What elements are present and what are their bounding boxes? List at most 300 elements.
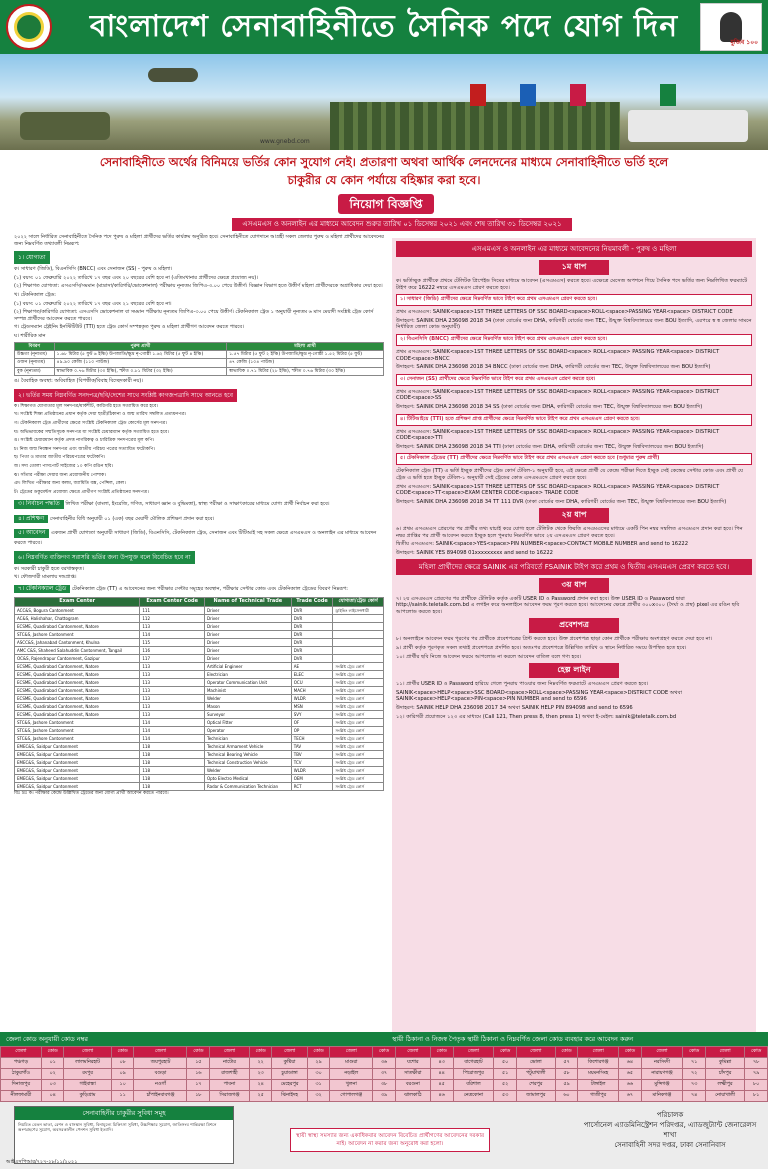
table-cell bbox=[333, 614, 384, 622]
admit-text-3: ১০। প্রার্থীর ছবি নিজে আবেদন ফরমে আপলোড না করলে আবেদন বাতিল বলে গণ্য হবে। bbox=[396, 653, 582, 660]
table-header: জেলা bbox=[705, 1047, 744, 1058]
table-cell: 118 bbox=[140, 758, 205, 766]
table-cell: নীলফামারী bbox=[1, 1091, 42, 1102]
benefits-text: নিয়মিত বেতন ভাতা, রেশন ও বাসস্থান সুবিধা, বিনামূল্যে চিকিৎসা সুবিধা, উচ্চশিক্ষার সুযোগ, জাতিসংঘ শান্তিরক্ষা মিশনে অংশগ্রহণের সুযোগ, অবসরকালীন পেনশন সুবিধা ইত্যাদি। bbox=[18, 1122, 217, 1133]
section-technical-trade: ৭। টেকনিক্যাল ট্রেড bbox=[14, 585, 70, 594]
helicopter-image bbox=[148, 68, 198, 82]
table-cell: ঝিনাইদহ bbox=[272, 1091, 307, 1102]
table-cell: ২৩ bbox=[249, 1069, 272, 1080]
warning-notice bbox=[0, 150, 768, 190]
table-row bbox=[15, 758, 384, 766]
health-note: স্থায়ী স্বাস্থ্য সমস্যার জন্য একাধিকবার আবেদন বিবেচিত প্রার্থীগণের আবেদনের দরকার নাই। আবেদন না করার জন্য অনুরোধ করা হলো। bbox=[290, 1128, 490, 1152]
table-cell: জয়পুরহাট bbox=[134, 1058, 187, 1069]
flag-icon bbox=[570, 84, 586, 106]
table-cell: ৫৭ bbox=[555, 1058, 578, 1069]
table-row bbox=[15, 726, 384, 734]
tti-format: প্রথম এসএমএস: SAINIK<space>1ST THREE LETTERS OF SSC BOARD<space> ROLL<space> PASSING YEAR<space> DISTRICT CODE<space>TTI bbox=[396, 428, 720, 442]
table-cell: Optical Fitter bbox=[204, 718, 291, 726]
documents-list bbox=[14, 404, 384, 497]
table-cell: ০৩ bbox=[41, 1080, 64, 1091]
table-header: কোড bbox=[619, 1047, 642, 1058]
table-cell: 111 bbox=[140, 606, 205, 614]
table-cell: চাঁদপুর bbox=[705, 1069, 744, 1080]
table-cell: DVR bbox=[291, 630, 333, 638]
table-cell: কুমিল্লা bbox=[705, 1058, 744, 1069]
physical-standard-label: ঘ। শারীরিক মান bbox=[14, 332, 46, 339]
table-cell: ECSME, Quadirabad Cantonment, Natore bbox=[15, 694, 140, 702]
table-header: বিবরণ bbox=[15, 342, 55, 350]
marital-status: ঙ। বৈবাহিক অবস্থা: অবিবাহিত (বিপত্নীক/বিবাহ বিচ্ছেদকারী নয়)। bbox=[14, 378, 144, 385]
table-header: যোগ্যতা/ট্রেড কোর্স bbox=[333, 598, 384, 606]
table-cell: 118 bbox=[140, 782, 205, 790]
table-cell: ১৭ bbox=[187, 1080, 210, 1091]
table-cell bbox=[333, 630, 384, 638]
qual-general-age: (১) বয়স: ০১ ফেব্রুয়ারি ২০২২ তারিখে ১৭ বছর এবং ২০ বছরের বেশি হবে না (এতিমখানার প্রার্থীদের ক্ষেত্রে প্রযোজ্য নয়)। bbox=[14, 274, 259, 281]
table-cell: ওজন (নূন্যতম) bbox=[15, 359, 55, 367]
table-row bbox=[15, 702, 384, 710]
flag-icon bbox=[520, 84, 536, 106]
step-3-label: ৩য় ধাপ bbox=[539, 578, 609, 593]
table-cell: SVY bbox=[291, 710, 333, 718]
table-cell: চাঁপাইনবাবগঞ্জ bbox=[134, 1091, 187, 1102]
table-cell: ৪৯.৯০ কেজি (১১০ পাউন্ড) bbox=[54, 359, 226, 367]
table-cell: EMEC&S, Saidpur Cantonment bbox=[15, 782, 140, 790]
table-cell: নোয়াখালী bbox=[705, 1091, 744, 1102]
table-cell: পটুয়াখালী bbox=[516, 1069, 555, 1080]
ss-format: প্রথম এসএমএস: SAINIK<space>1ST THREE LETTERS OF SSC BOARD<space> ROLL<space> PASSING YEAR<space> DISTRICT CODE<space>SS bbox=[396, 388, 720, 402]
table-cell: দিনাজপুর bbox=[1, 1080, 42, 1091]
table-cell: কুড়িগ্রাম bbox=[64, 1091, 111, 1102]
table-row bbox=[15, 662, 384, 670]
table-cell: সংশ্লিষ্ট ট্রেড কোর্স bbox=[333, 758, 384, 766]
table-cell bbox=[333, 638, 384, 646]
table-cell: Technical Armament Vehicle bbox=[204, 742, 291, 750]
table-cell: ঝালকাঠি bbox=[395, 1091, 430, 1102]
table-row bbox=[1, 1091, 768, 1102]
table-cell: ৩২ bbox=[307, 1091, 330, 1102]
table-cell: AE bbox=[291, 662, 333, 670]
admit-text-2: ৯। প্রার্থী কর্তৃক পূরণকৃত সকল তথ্যই প্রবেশপত্রে প্রদর্শিত হবে। অতঃপর প্রবেশপত্রে উল্লিখিত তারিখ ও স্থানে নির্ধারিত সময়ে উপস্থিত হতে হবে। bbox=[396, 645, 687, 652]
tank-image bbox=[20, 112, 110, 140]
table-row bbox=[15, 606, 384, 614]
table-cell: গোপালগঞ্জ bbox=[330, 1091, 373, 1102]
table-header: জেলা bbox=[453, 1047, 494, 1058]
step-1-label: ১ম ধাপ bbox=[539, 260, 609, 275]
table-cell: ECSME, Quadirabad Cantonment, Natore bbox=[15, 662, 140, 670]
table-header: মহিলা প্রার্থী bbox=[227, 342, 384, 350]
table-cell: সংশ্লিষ্ট ট্রেড কোর্স bbox=[333, 702, 384, 710]
table-cell: সংশ্লিষ্ট ট্রেড কোর্স bbox=[333, 718, 384, 726]
gd-format: প্রথম এসএমএস: SAINIK<space>1ST THREE LETTERS OF SSC BOARD<space>ROLL<space>PASSING YEAR<space> DISTRICT CODE bbox=[396, 309, 733, 316]
table-header: জেলা bbox=[330, 1047, 373, 1058]
table-cell: STC&S, Jashore Cantonment bbox=[15, 718, 140, 726]
table-cell: ৩৮ bbox=[373, 1080, 396, 1091]
table-cell: OEM bbox=[291, 774, 333, 782]
table-cell: OCU bbox=[291, 678, 333, 686]
table-header: Trade Code bbox=[291, 598, 333, 606]
ss-instruction: ৩। সেনাজন (SS) প্রার্থীদের ক্ষেত্রে নিম্নবর্ণিত ভাবে টাইপ করে প্রথম এসএমএস প্রেরণ করতে হবে। bbox=[396, 374, 752, 386]
table-cell: OP bbox=[291, 726, 333, 734]
table-cell: ৭২ bbox=[683, 1069, 706, 1080]
table-cell: নড়াইল bbox=[330, 1069, 373, 1080]
benefits-box bbox=[14, 1106, 234, 1164]
table-cell: ECSME, Quadirabad Cantonment, Natore bbox=[15, 686, 140, 694]
table-cell: ১৫ bbox=[187, 1058, 210, 1069]
table-cell: ১.৬৮ মিটার (৫ ফুট ৬ ইঞ্চি) উপজাতি/ক্ষুদ্র নৃ-গোষ্ঠী ১.৬২ মিটার (৫ ফুট ৪ ইঞ্চি) bbox=[54, 350, 226, 358]
table-row bbox=[1, 1058, 768, 1069]
helpline-extra: ১২। কারিগরী প্রয়োজনে ১২৩ এর মাধ্যমে (Call 121, Then press 8, then press 1) অথবা ই-মেইল: sainik@teletalk.com.bd bbox=[396, 713, 677, 720]
table-row bbox=[15, 766, 384, 774]
section-training: ৪। প্রশিক্ষণ bbox=[14, 515, 48, 524]
table-header: জেলা bbox=[210, 1047, 250, 1058]
table-cell: ৮০ bbox=[745, 1080, 768, 1091]
table-cell: ৮১ bbox=[745, 1091, 768, 1102]
list-item: ক। শিক্ষাগত যোগ্যতার মূল সনদপত্র/মার্কশীট, কারিগরি হতে সত্যায়িত করে হবে। bbox=[14, 403, 158, 409]
table-cell: সংশ্লিষ্ট ট্রেড কোর্স bbox=[333, 726, 384, 734]
table-cell: Driver bbox=[204, 614, 291, 622]
table-cell: MACH bbox=[291, 686, 333, 694]
table-cell: STC&S, Jashore Cantonment bbox=[15, 734, 140, 742]
table-row bbox=[15, 742, 384, 750]
table-row bbox=[15, 367, 384, 375]
table-cell: ৬০ bbox=[555, 1091, 578, 1102]
table-cell: লালমনিরহাট bbox=[64, 1058, 111, 1069]
table-cell: ৫২ bbox=[494, 1080, 517, 1091]
table-cell: ৭৩ bbox=[683, 1080, 706, 1091]
table-cell: DVR bbox=[291, 614, 333, 622]
table-header: জেলা bbox=[516, 1047, 555, 1058]
step2-format: দ্বিতীয় এসএমএস: SAINIK<space>YES<space>PIN NUMBER<space>CONTACT MOBILE NUMBER and send to 16222 bbox=[396, 541, 688, 548]
table-cell: Operator bbox=[204, 726, 291, 734]
table-header: জেলা bbox=[134, 1047, 187, 1058]
table-cell: Technical Bearing Vehicle bbox=[204, 750, 291, 758]
table-cell: সংশ্লিষ্ট ট্রেড কোর্স bbox=[333, 766, 384, 774]
soldiers-image bbox=[330, 102, 620, 150]
table-cell: ECSME, Quadirabad Cantonment, Natore bbox=[15, 702, 140, 710]
table-cell: ৩৬ bbox=[373, 1058, 396, 1069]
table-cell: 118 bbox=[140, 742, 205, 750]
step-2-label: ২য় ধাপ bbox=[539, 508, 609, 523]
table-cell: 113 bbox=[140, 686, 205, 694]
table-cell bbox=[333, 654, 384, 662]
table-cell bbox=[333, 622, 384, 630]
table-header: জেলা bbox=[395, 1047, 430, 1058]
table-cell: ০৯ bbox=[111, 1069, 134, 1080]
tti-example: উদাহরণ: SAINIK DHA 236098 2018 34 TTI (ঢাকা বোর্ডের জন্য DHA, কারিগরী বোর্ডের জন্য TEC, উন্মুক্ত বিশ্ববিদ্যালয়ের জন্য BOU ইত্যাদি) bbox=[396, 443, 704, 450]
army-logo-icon bbox=[6, 4, 52, 50]
table-header: কোড bbox=[430, 1047, 453, 1058]
table-cell: EMEC&S, Saidpur Cantonment bbox=[15, 758, 140, 766]
table-cell: ৭৮ bbox=[745, 1058, 768, 1069]
table-header: জেলা bbox=[272, 1047, 307, 1058]
table-cell: Artificial Engineer bbox=[204, 662, 291, 670]
table-cell: বাগেরহাট bbox=[453, 1058, 494, 1069]
table-cell: লক্ষ্মীপুর bbox=[705, 1080, 744, 1091]
tt-intro: টেকনিক্যাল ট্রেড (TT) এ ভর্তি ইচ্ছুক প্রার্থীদের ট্রেড কোর্স টেবিল-১ অনুযায়ী হবে, এই ক্ষেত্রে প্রার্থী যে কেন্দ্রে পরীক্ষা দিতে ইচ্ছুক সেই কেন্দ্রের সেন্টার কোড এবং প্রার্থী যে ট্রেড এ ভর্তি হতে ইচ্ছুক টেবিল-১ অনুযায়ী সেই ট্রেডের কোড এসএমএসে প্রেরণ করতে হবে। bbox=[396, 468, 744, 481]
table-cell: রংপুর bbox=[64, 1069, 111, 1080]
table-cell: Welder bbox=[204, 694, 291, 702]
table-cell: নরসিংদী bbox=[641, 1058, 683, 1069]
warning-line-2: চাকুরীর যে কোন পর্যায়ে বহিষ্কার করা হবে। bbox=[287, 173, 481, 187]
right-column bbox=[392, 238, 756, 1032]
tti-instruction: ৪। টিটিআইয়ে (TTI) হতে প্রশিক্ষণ প্রাপ্ত প্রার্থীদের ক্ষেত্রে নিম্নবর্ণিত ভাবে টাইপ করে প্রথম এসএমএস প্রেরণ করতে হবে। bbox=[396, 414, 752, 426]
table-cell: ৪৬ bbox=[430, 1091, 453, 1102]
table-row bbox=[1, 1069, 768, 1080]
table-header: কোড bbox=[41, 1047, 64, 1058]
table-header: Name of Technical Trade bbox=[204, 598, 291, 606]
technical-trade-text: টেকনিক্যাল ট্রেড (TT) এ আবেদনের জন্য পরীক্ষার সেন্টার সমূহের অবস্থান, পরীক্ষার সেন্টার কোড এবং টেকনিক্যাল ট্রেডের বিবরণ নিম্নরূপ: bbox=[71, 585, 348, 592]
ineligible-b: খ। ফৌজদারী মামলায় দন্ডপ্রাপ্ত। bbox=[14, 574, 77, 581]
table-cell: ECSME, Quadirabad Cantonment, Natore bbox=[15, 710, 140, 718]
exam-note: বিঃ দ্রঃ ক। পরীক্ষার কেন্দ্রে উল্লিখিত ট্রেডের জন্য যোগ্য প্রার্থী আবেদন করতে পারবে। bbox=[14, 790, 169, 796]
table-header: জেলা bbox=[64, 1047, 111, 1058]
table-cell: WLDR bbox=[291, 766, 333, 774]
table-cell: নারায়ণগঞ্জ bbox=[641, 1069, 683, 1080]
table-cell: ঠাকুরগাঁও bbox=[1, 1069, 42, 1080]
table-cell: ৬৫ bbox=[619, 1069, 642, 1080]
table-row bbox=[15, 646, 384, 654]
helpline-format: SAINIK<space>HELP<space>SSC BOARD<space>ROLL<space>PASSING YEAR<space>DISTRICT CODE অথবা SAINIK<space>HELP<space>PIN<space>PIN NUMBER and send to 6596 bbox=[396, 689, 683, 703]
application-text: একজন প্রার্থী যোগ্যতা অনুযায়ী সাধারণ (জিডি), বিএনসিসি, টেকনিক্যাল ট্রেড, সেনাজন এবং টিটিআই সহ সকল ক্ষেত্রে এসএমএস ও অনলাইন এর মাধ্যমে আবেদন করতে পারবে। bbox=[14, 530, 377, 547]
issuer-title: পরিচালক bbox=[656, 1111, 684, 1119]
strip-left: জেলা কোড অনুযায়ী কোড নম্বর bbox=[6, 1035, 88, 1043]
table-cell: DVR bbox=[291, 622, 333, 630]
table-cell: Driver bbox=[204, 638, 291, 646]
list-item: গ। টেকনিক্যাল ট্রেড প্রার্থীদের ক্ষেত্রে সংশ্লিষ্ট টেকনিক্যাল ট্রেড কোর্সের মূল সনদপত্র। bbox=[14, 420, 167, 426]
list-item: ঝ। সাঁতার পরীক্ষা দেয়ার জন্য প্রয়োজনীয় পোশাক। bbox=[14, 472, 106, 478]
table-cell: ১.৫৭ মিটার (৫ ফুট ২ ইঞ্চি) উপজাতি/ক্ষুদ্র নৃ-গোষ্ঠী ১.৫২ মিটার (৫ ফুট) bbox=[227, 350, 384, 358]
table-cell: ৭৯ bbox=[745, 1069, 768, 1080]
notice-title: নিয়োগ বিজ্ঞপ্তি bbox=[338, 194, 434, 214]
table-cell: Surveyor bbox=[204, 710, 291, 718]
table-cell: বরগুনা bbox=[395, 1080, 430, 1091]
table-cell: ১১ bbox=[111, 1091, 134, 1102]
table-cell: AC&S, Halishahar, Chattogram bbox=[15, 614, 140, 622]
table-header: Exam Center Code bbox=[140, 598, 205, 606]
warning-line-1: সেনাবাহিনীতে অর্থের বিনিময়ে ভর্তির কোন সুযোগ নেই। প্রতারণা অথবা আর্থিক লেনদেনের মাধ্যমে সেনাবাহিনীতে ভর্তি হলে bbox=[99, 155, 669, 169]
list-item: খ। সংশ্লিষ্ট শিক্ষা প্রতিষ্ঠানের প্রধান কর্তৃক দেয়া ছাত্রী/ঠিকানা ও জন্ম তারিখ সম্বলিত প্রত্যয়নপত্র। bbox=[14, 412, 187, 418]
table-cell: মেহেরপুর bbox=[272, 1080, 307, 1091]
table-cell: 114 bbox=[140, 630, 205, 638]
table-cell: Driver bbox=[204, 622, 291, 630]
table-cell: সংশ্লিষ্ট ট্রেড কোর্স bbox=[333, 734, 384, 742]
table-cell: EMEC&S, Saidpur Cantonment bbox=[15, 750, 140, 758]
table-cell: 113 bbox=[140, 678, 205, 686]
step1-intro: ক। ভর্তিচ্ছুক প্রার্থীকে প্রথমে টেলিটক প্রিপেইড সিমের মাধ্যমে আবেদন (এসএমএস) করতে হবে। এক্ষেত্রে মেসেজ অপশনে গিয়ে সৈনিক পদে ভর্তির জন্য নিম্নলিখিত ফরম্যাটে টাইপ করে 16222 নম্বরে এসএমএস প্রেরণ করতে হবে। bbox=[396, 278, 748, 291]
table-cell: স্বাভাবিক ০.৭৬ মিটার (৩০ ইঞ্চি), স্ফীত ০.৮১ মিটার (৩২ ইঞ্চি) bbox=[54, 367, 226, 375]
gd-example: উদাহরণ: SAINIK DHA 236098 2018 34 (ঢাকা বোর্ডের জন্য DHA, কারিগরী বোর্ডের জন্য TEC, উন্মুক্ত বিশ্ববিদ্যালয়ের জন্য BOU ইত্যাদি, এরপরে স্ব স্ব জেলার সামনে নির্ধারিত জেলা কোড অনুযায়ী) bbox=[396, 317, 752, 331]
table-cell: গাইবান্ধা bbox=[64, 1080, 111, 1091]
table-row bbox=[15, 630, 384, 638]
table-cell: মাগুরা bbox=[330, 1058, 373, 1069]
tt-example: উদাহরণ: SAINIK DHA 236098 2018 34 TT 111 DVR (ঢাকা বোর্ডের জন্য DHA, কারিগরী বোর্ডের জন্য TEC, উন্মুক্ত বিশ্ববিদ্যালয়ের জন্য BOU ইত্যাদি) bbox=[396, 498, 727, 505]
table-header: কোড bbox=[249, 1047, 272, 1058]
table-cell: Driver bbox=[204, 630, 291, 638]
table-cell: পিরোজপুর bbox=[453, 1069, 494, 1080]
table-cell: ৩৯ bbox=[373, 1091, 396, 1102]
table-cell: পাবনা bbox=[210, 1080, 250, 1091]
list-item: ঙ। সংশ্লিষ্ট চেয়ারম্যান কর্তৃক প্রদত্ত নাগরিকত্ব ও চারিত্রিক সনদপত্রের মূল কপি। bbox=[14, 438, 155, 444]
table-header: কোড bbox=[683, 1047, 706, 1058]
table-cell: 114 bbox=[140, 718, 205, 726]
table-cell: MSN bbox=[291, 702, 333, 710]
table-cell: TECH bbox=[291, 734, 333, 742]
table-cell: DVR bbox=[291, 646, 333, 654]
table-cell: Driver bbox=[204, 646, 291, 654]
table-cell: সংশ্লিষ্ট ট্রেড কোর্স bbox=[333, 742, 384, 750]
table-cell: 118 bbox=[140, 774, 205, 782]
section-documents: ২। ভর্তির সময় নিম্নবর্ণিত সনদপত্র/ছবি/দেশের সাথে সংশ্লিষ্ট কাগজপত্রাদি সাথে আনতে হবে bbox=[14, 389, 237, 402]
table-cell: ২৯ bbox=[307, 1058, 330, 1069]
table-cell: WLDR bbox=[291, 694, 333, 702]
table-header: কোড bbox=[307, 1047, 330, 1058]
table-cell: যশোর bbox=[395, 1058, 430, 1069]
table-cell: Operator Communication Unit bbox=[204, 678, 291, 686]
table-row bbox=[15, 670, 384, 678]
tt-instruction: ৫। টেকনিক্যাল ট্রেডের (TT) প্রার্থীদের ক্ষেত্রে নিম্নবর্ণিত ভাবে টাইপ করে প্রথম এসএমএস প্রেরণ করতে হবে (শুধুমাত্র পুরুষ প্রার্থী) bbox=[396, 453, 752, 465]
page-title: বাংলাদেশ সেনাবাহিনীতে সৈনিক পদে যোগ দিন bbox=[89, 8, 679, 44]
table-cell: DVR bbox=[291, 654, 333, 662]
table-cell: সংশ্লিষ্ট ট্রেড কোর্স bbox=[333, 670, 384, 678]
table-cell: ৪৫ bbox=[430, 1080, 453, 1091]
table-header: কোড bbox=[555, 1047, 578, 1058]
list-item: ঞ। লিখিত পরীক্ষার জন্য কলম, জ্যামিতি বক্স, পেন্সিল, কেল। bbox=[14, 481, 126, 487]
qual-technical-education: (২) শিক্ষাগত/কারিগরি যোগ্যতা: এসএসসি ভোকেশনাল বা সমমান পরীক্ষায় নূন্যতম জিপিএ-৩.০০ পেয়ে উত্তীর্ণ। টেকনিক্যাল ট্রেড ১ অনুযায়ী নূন্যতম ৬ মাস মেয়াদী সংশ্লিষ্ট ট্রেড কোর্স সম্পন্ন প্রার্থীদের আবেদন করতে পারবে। bbox=[14, 309, 374, 322]
table-header: জেলা bbox=[1, 1047, 42, 1058]
publication-ref: আইএসপিআর/৭২৭-২৮/১১/২০২১ bbox=[6, 1159, 78, 1165]
table-cell: নওগাঁ bbox=[134, 1080, 187, 1091]
table-cell: TAV bbox=[291, 742, 333, 750]
portrait-tag: মুজিব ১০০ bbox=[730, 39, 758, 46]
table-cell: 112 bbox=[140, 614, 205, 622]
table-cell: সংশ্লিষ্ট ট্রেড কোর্স bbox=[333, 662, 384, 670]
flag-icon bbox=[470, 84, 486, 106]
table-header: কোড bbox=[745, 1047, 768, 1058]
qual-technical-age: (১) বয়স: ০১ ফেব্রুয়ারি ২০২২ তারিখে ১৭ বছর এবং ২১ বছরের বেশি হবে না। bbox=[14, 300, 172, 307]
table-cell: সংশ্লিষ্ট ট্রেড কোর্স bbox=[333, 774, 384, 782]
physical-standard-table bbox=[14, 342, 384, 377]
table-cell: ২৫ bbox=[249, 1091, 272, 1102]
table-cell: ৫১ bbox=[494, 1069, 517, 1080]
table-cell: ৭৪ bbox=[683, 1091, 706, 1102]
table-cell: ACC&S, Bogura Cantonment bbox=[15, 606, 140, 614]
gd-instruction: ১। সাধারণ (জিডি) প্রার্থীদের ক্ষেত্রে নিম্নবর্ণিত ভাবে টাইপ করে প্রথম এসএমএস প্রেরণ করতে হবে। bbox=[396, 294, 752, 306]
table-row bbox=[15, 678, 384, 686]
table-cell: Opto Electro Medical bbox=[204, 774, 291, 782]
table-row bbox=[15, 694, 384, 702]
table-cell: ২৪ bbox=[249, 1080, 272, 1091]
table-row bbox=[15, 686, 384, 694]
ss-example: উদাহরণ: SAINIK DHA 236098 2018 34 SS (ঢাকা বোর্ডের জন্য DHA, কারিগরী বোর্ডের জন্য TEC, উন্মুক্ত বিশ্ববিদ্যালয়ের জন্য BOU ইত্যাদি) bbox=[396, 403, 703, 410]
table-header: Exam Center bbox=[15, 598, 140, 606]
table-cell: সংশ্লিষ্ট ট্রেড কোর্স bbox=[333, 782, 384, 790]
table-cell: 113 bbox=[140, 694, 205, 702]
qual-general-education: (২) শিক্ষাগত যোগ্যতা: এসএসসি/সমমান (মাদ্রাসা/কারিগরি/ভোকেশনাল) পরীক্ষায় নূন্যতম জিপিএ-৩.০০ পেয়ে উত্তীর্ণ। বিজ্ঞান বিভাগ হতে উত্তীর্ণ মহিলা প্রার্থীদেরকে অগ্রাধিকার দেয়া হবে। bbox=[14, 283, 383, 290]
table-cell: বগুড়া bbox=[134, 1069, 187, 1080]
helpline-text: ১১। প্রার্থীর USER ID ও Password হারিয়ে গেলে পুনরায় পাওয়ার জন্য নিম্নবর্ণিত ফরম্যাটে এসএমএস প্রেরণ করতে হবে। bbox=[396, 681, 649, 688]
table-cell: ৩৭ bbox=[373, 1069, 396, 1080]
tt-format: প্রথম এসএমএস: SAINIK<space>1ST THREE LETTERS OF SSC BOARD<space> ROLL<space> PASSING YEAR<space> DISTRICT CODE<space>TT<space>EXAM CENTER CODE<space> TRADE CODE bbox=[396, 483, 720, 497]
table-cell: Mason bbox=[204, 702, 291, 710]
source-url: www.gnebd.com bbox=[260, 138, 310, 145]
army-photo-collage bbox=[0, 54, 768, 150]
section-application: ৫। আবেদন bbox=[14, 529, 49, 538]
table-cell: ৫৮ bbox=[555, 1069, 578, 1080]
table-cell: 114 bbox=[140, 734, 205, 742]
helpline-label: হেল্প লাইন bbox=[529, 663, 619, 678]
table-cell: 113 bbox=[140, 702, 205, 710]
table-row bbox=[15, 638, 384, 646]
list-item: ট। ট্রেডের ডকুমেন্টস প্রযোজ্য ক্ষেত্রে প্রার্থীগণ সংশ্লিষ্ট প্রতিষ্ঠানের সনদপত্র। bbox=[14, 489, 149, 495]
table-row bbox=[15, 614, 384, 622]
table-cell: Electrician bbox=[204, 670, 291, 678]
table-cell: রাজশাহী bbox=[210, 1069, 250, 1080]
table-row bbox=[15, 710, 384, 718]
table-cell: ৩০ bbox=[307, 1069, 330, 1080]
bncc-example: উদাহরণ: SAINIK DHA 236098 2018 34 BNCC (ঢাকা বোর্ডের জন্য DHA, কারিগরী বোর্ডের জন্য TEC, উন্মুক্ত বিশ্ববিদ্যালয়ের জন্য BOU ইত্যাদি) bbox=[396, 364, 711, 371]
table-cell: সংশ্লিষ্ট ট্রেড কোর্স bbox=[333, 750, 384, 758]
table-header: পুরুষ প্রার্থী bbox=[54, 342, 226, 350]
intro-text: ২০২২ সালে নির্ধারিত সেনাবাহিনীতে সৈনিক পদে পুরুষ ও মহিলা প্রার্থীদের ভর্তির কার্যক্রম অনুষ্ঠিত হবে। সেনাবাহিনীতে যোগদানে আগ্রহী সকল জেলার পুরুষ ও মহিলা প্রার্থীদের আবেদনের জন্য নিম্নবর্ণিত তথ্যাবলী নিম্নরূপ: bbox=[14, 234, 384, 247]
table-cell: ৬৪ bbox=[619, 1058, 642, 1069]
table-cell: কিশোরগঞ্জ bbox=[578, 1058, 619, 1069]
admit-text-1: ৮। অনলাইনে আবেদন ফরম পূরণের পর প্রার্থীকে প্রবেশপত্রের প্রিন্ট করতে হবে। উক্ত প্রবেশপত্র ছাড়া কোন প্রার্থীকে পরীক্ষায় অংশগ্রহণ করতে দেয়া হবে না। bbox=[396, 636, 713, 643]
table-row bbox=[15, 718, 384, 726]
table-cell: 113 bbox=[140, 710, 205, 718]
table-cell: Machinist bbox=[204, 686, 291, 694]
bncc-format: প্রথম এসএমএস: SAINIK<space>1ST THREE LETTERS OF SSC BOARD<space> ROLL<space> PASSING YEAR<space> DISTRICT CODE<space>BNCC bbox=[396, 348, 720, 362]
portrait-image bbox=[700, 3, 762, 51]
footer bbox=[0, 1102, 768, 1169]
table-cell: উচ্চতা (নূন্যতম) bbox=[15, 350, 55, 358]
table-cell: ১৮ bbox=[187, 1091, 210, 1102]
table-cell: Driver bbox=[204, 654, 291, 662]
sms-rules-heading: এসএমএস ও অনলাইন এর মাধ্যমে আবেদনের নিয়মাবলী - পুরুষ ও মহিলা bbox=[396, 241, 752, 257]
table-header: জেলা bbox=[641, 1047, 683, 1058]
table-cell: ১০ bbox=[111, 1080, 134, 1091]
selection-text: লিখিত পরীক্ষা (বাংলা, ইংরেজি, গণিত, সাধারণ জ্ঞান ও বুদ্ধিমত্তা), স্বাস্থ্য পরীক্ষা ও সাক্ষাৎকারের মাধ্যমে যোগ্য প্রার্থী নির্বাচন করা হবে। bbox=[65, 501, 330, 508]
benefits-heading: সেনাবাহিনীর চাকুরীর সুবিধা সমূহ bbox=[15, 1107, 233, 1120]
training-text: সেনাবাহিনীর বিধি অনুযায়ী ০১ (এক) বছর মেয়াদী মৌলিক প্রশিক্ষণ প্রদান করা হবে। bbox=[49, 515, 215, 522]
table-cell: TCV bbox=[291, 758, 333, 766]
table-row bbox=[15, 774, 384, 782]
table-cell: বুক (নূন্যতম) bbox=[15, 367, 55, 375]
issuer-line-1: পার্সোনেল এ্যাডমিনিস্ট্রেশন পরিদপ্তর, এ্যাডজুট্যান্ট জেনারেলস শাখা bbox=[583, 1121, 757, 1139]
table-cell: সংশ্লিষ্ট ট্রেড কোর্স bbox=[333, 678, 384, 686]
list-item: চ। নিজ জন্ম নিবন্ধন সনদপত্র এবং জাতীয় পরিচয় পত্রের সত্যায়িত ফটোকপি। bbox=[14, 446, 156, 452]
table-cell: STC&S, Jashore Cantonment bbox=[15, 726, 140, 734]
table-cell: ৪৪ bbox=[430, 1069, 453, 1080]
table-cell: 118 bbox=[140, 766, 205, 774]
section-qualification: ১। যোগ্যতা bbox=[14, 251, 50, 264]
table-cell: ড্রাইভিং লাইসেন্সধারী bbox=[333, 606, 384, 614]
table-cell: নেত্রকোনা bbox=[453, 1091, 494, 1102]
table-cell: ৫৯ bbox=[555, 1080, 578, 1091]
table-cell: ৬৬ bbox=[619, 1080, 642, 1091]
table-header: কোড bbox=[111, 1047, 134, 1058]
table-cell: সাতক্ষীরা bbox=[395, 1069, 430, 1080]
table-cell: DVR bbox=[291, 606, 333, 614]
table-row bbox=[15, 782, 384, 790]
table-cell: গাজীপুর bbox=[578, 1091, 619, 1102]
table-cell: RCT bbox=[291, 782, 333, 790]
table-cell: মানিকগঞ্জ bbox=[641, 1091, 683, 1102]
table-cell: 116 bbox=[140, 646, 205, 654]
table-cell: ২২ bbox=[249, 1058, 272, 1069]
header-banner bbox=[0, 0, 768, 54]
strip-right: স্থায়ী ঠিকানা ও নিজস্ব পৈতৃক স্থায়ী ঠিকানা ও নিম্নবর্ণিত জেলা কোড ব্যবহার করে আবেদন করুন bbox=[392, 1035, 634, 1043]
table-header: কোড bbox=[373, 1047, 396, 1058]
